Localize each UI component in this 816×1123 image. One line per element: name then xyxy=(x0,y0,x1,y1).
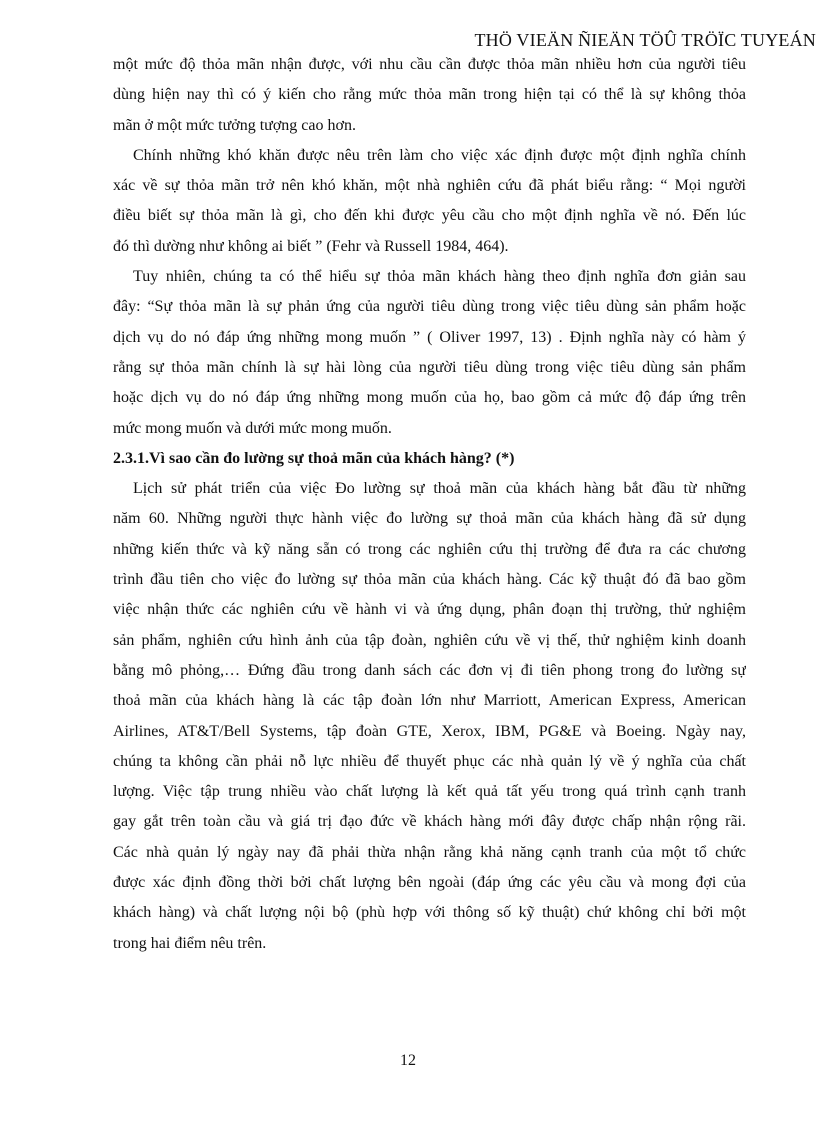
text-line: trong hai điểm nêu trên. xyxy=(113,934,267,952)
page-number: 12 xyxy=(400,1052,416,1069)
text-line: thoả mãn của khách hàng là các tập đoàn lớn như Marriott, American Express, American xyxy=(113,692,746,710)
text-line: trình đầu tiên cho việc đo lường sự thỏa mãn của khách hàng. Các kỹ thuật đó đã bao gồm xyxy=(113,571,746,589)
text-line: Chính những khó khăn được nêu trên làm cho việc xác định được một định nghĩa chính xyxy=(133,146,746,164)
text-line: rằng sự thỏa mãn chính là sự hài lòng của người tiêu dùng trong việc tiêu dùng sản phẩm xyxy=(113,358,746,376)
text-line: việc nhận thức các nghiên cứu về hành vi và ứng dụng, phân đoạn thị trường, thử nghiệm xyxy=(113,601,746,619)
text-line: mãn ở một mức tưởng tượng cao hơn. xyxy=(113,116,356,134)
text-line: lượng. Việc tập trung nhiều vào chất lượng là kết quả tất yếu trong quá trình cạnh tranh xyxy=(113,783,746,801)
text-line: những kiến thức và kỹ năng sẵn có trong các nghiên cứu thị trường để đưa ra các chương xyxy=(113,540,746,558)
text-line: khách hàng) và chất lượng nội bộ (phù hợp với thông số kỹ thuật) chứ không chỉ bởi một xyxy=(113,904,746,922)
text-line: hoặc dịch vụ do nó đáp ứng những mong muốn của họ, bao gồm cả mức độ đáp ứng trên xyxy=(113,389,746,407)
text-line: đó thì dường như không ai biết ” (Fehr và Russell 1984, 464). xyxy=(113,237,509,255)
paragraph-2 xyxy=(113,141,746,262)
text-line: Các nhà quản lý ngày nay đã phải thừa nhận rằng khả năng cạnh tranh của một tổ chức xyxy=(113,843,746,861)
section-paragraph xyxy=(113,474,746,959)
text-line: điều biết sự thỏa mãn là gì, cho đến khi được yêu cầu cho một định nghĩa về nó. Đến lúc xyxy=(113,207,746,225)
text-line: được xác định đồng thời bởi chất lượng bên ngoài (đáp ứng các yêu cầu và mong đợi của xyxy=(113,874,746,892)
text-line: sản phẩm, nghiên cứu hình ảnh của tập đoàn, nghiên cứu về vị thế, thử nghiệm kinh doanh xyxy=(113,631,746,649)
text-line: chúng ta không cần phải nỗ lực nhiều để thuyết phục các nhà quản lý về ý nghĩa của chất xyxy=(113,752,746,770)
text-line: Tuy nhiên, chúng ta có thể hiểu sự thỏa mãn khách hàng theo định nghĩa đơn giản sau xyxy=(133,268,746,286)
paragraph-3 xyxy=(113,262,746,444)
text-line: gay gắt trên toàn cầu và giá trị đạo đức về khách hàng mới đây được chấp nhận rộng rãi. xyxy=(113,813,746,831)
document-body xyxy=(113,50,746,959)
section-heading: 2.3.1.Vì sao cần đo lường sự thoả mãn của khách hàng? (*) xyxy=(113,449,515,467)
text-line: bằng mô phỏng,… Đứng đầu trong danh sách các đơn vị đi tiên phong trong đo lường sự xyxy=(113,661,746,679)
header-title: THÖ VIEÄN ÑIEÄN TÖÛ TRÖÏC TUYEÁN xyxy=(474,30,816,50)
text-line: Airlines, AT&T/Bell Systems, tập đoàn GTE, Xerox, IBM, PG&E và Boeing. Ngày nay, xyxy=(113,722,746,740)
paragraph-1 xyxy=(113,50,746,141)
text-line: dùng hiện nay thì có ý kiến cho rằng mức thỏa mãn trong hiện tại có thể là sự không thỏa xyxy=(113,86,746,104)
text-line: năm 60. Những người thực hành việc đo lường sự thoả mãn của khách hàng đã sử dụng xyxy=(113,510,746,528)
text-line: mức mong muốn và dưới mức mong muốn. xyxy=(113,419,392,437)
text-line: một mức độ thỏa mãn nhận được, với nhu cầu cần được thỏa mãn nhiều hơn của người tiêu xyxy=(113,56,746,73)
text-line: Lịch sử phát triển của việc Đo lường sự thoả mãn của khách hàng bắt đầu từ những xyxy=(133,480,746,498)
text-line: dịch vụ do nó đáp ứng những mong muốn ” ( Oliver 1997, 13) . Định nghĩa này có hàm ý xyxy=(113,328,746,346)
text-line: xác về sự thỏa mãn trở nên khó khăn, một nhà nghiên cứu đã phát biểu rằng: “ Mọi người xyxy=(113,177,746,195)
text-line: đây: “Sự thỏa mãn là sự phản ứng của người tiêu dùng trong việc tiêu dùng sản phẩm hoặc xyxy=(113,298,746,316)
